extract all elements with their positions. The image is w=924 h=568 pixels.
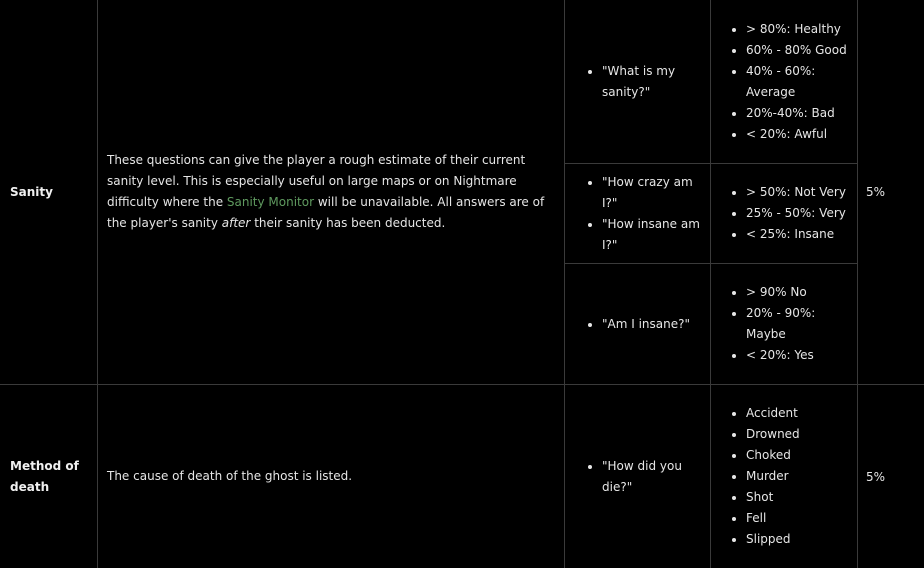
question-cell: [588, 0, 704, 163]
description-part: will be unavailable. All answers are of the player's sanity: [107, 195, 545, 230]
answer-cell: [732, 264, 854, 384]
answer-cell: [732, 0, 854, 163]
list-item: Drowned: [732, 424, 800, 445]
row-label-method-of-death: [10, 385, 90, 568]
chance-cell: [866, 0, 921, 384]
question-cell: [588, 264, 704, 384]
column-divider: [710, 0, 711, 568]
question-list: [588, 61, 704, 103]
list-item: Fell: [732, 508, 800, 529]
answer-cell: [732, 164, 854, 263]
list-item: 20% - 90%: Maybe: [732, 303, 854, 345]
answer-list: [732, 403, 800, 550]
answer-list: [732, 19, 854, 145]
list-item: > 90% No: [732, 282, 854, 303]
sanity-monitor-link[interactable]: Sanity Monitor: [226, 195, 315, 209]
row-label-sanity: [10, 0, 95, 384]
chance-value: 5%: [866, 185, 886, 199]
list-item: 20%-40%: Bad: [732, 103, 854, 124]
answer-list: [732, 282, 854, 366]
question-list: [588, 456, 704, 498]
list-item: "How insane am I?": [588, 214, 704, 256]
row-label-text: Sanity: [10, 184, 53, 199]
chance-value: 5%: [866, 469, 886, 484]
list-item: < 25%: Insane: [732, 224, 846, 245]
row-description-sanity: [107, 0, 557, 384]
column-divider: [97, 0, 98, 568]
description-text: [107, 150, 557, 234]
description-part: their sanity has been deducted.: [250, 216, 446, 230]
question-list: [588, 172, 704, 256]
list-item: Choked: [732, 445, 800, 466]
list-item: "Am I insane?": [588, 314, 690, 335]
row-description-method-of-death: [107, 385, 557, 568]
list-item: > 50%: Not Very: [732, 182, 846, 203]
list-item: 40% - 60%: Average: [732, 61, 854, 103]
list-item: "How crazy am I?": [588, 172, 704, 214]
list-item: Murder: [732, 466, 800, 487]
list-item: "How did you die?": [588, 456, 704, 498]
question-list: [588, 314, 690, 335]
description-emphasis: after: [221, 216, 251, 230]
list-item: Accident: [732, 403, 800, 424]
description-part: These questions can give the player a rough estimate of their current sanity level. This is especially useful on large maps or on Nightmare difficulty where the: [107, 153, 526, 209]
question-cell: [588, 164, 704, 263]
list-item: < 20%: Yes: [732, 345, 854, 366]
list-item: 25% - 50%: Very: [732, 203, 846, 224]
row-label-text: Method of death: [10, 458, 79, 494]
column-divider: [564, 0, 565, 568]
description-text: The cause of death of the ghost is listed.: [107, 469, 353, 483]
list-item: > 80%: Healthy: [732, 19, 854, 40]
chance-cell: [866, 385, 921, 568]
list-item: Shot: [732, 487, 800, 508]
question-cell: [588, 385, 704, 568]
list-item: < 20%: Awful: [732, 124, 854, 145]
list-item: Slipped: [732, 529, 800, 550]
answer-cell: [732, 385, 854, 568]
column-divider: [857, 0, 858, 568]
answer-list: [732, 182, 846, 245]
list-item: "What is my sanity?": [588, 61, 704, 103]
list-item: 60% - 80% Good: [732, 40, 854, 61]
